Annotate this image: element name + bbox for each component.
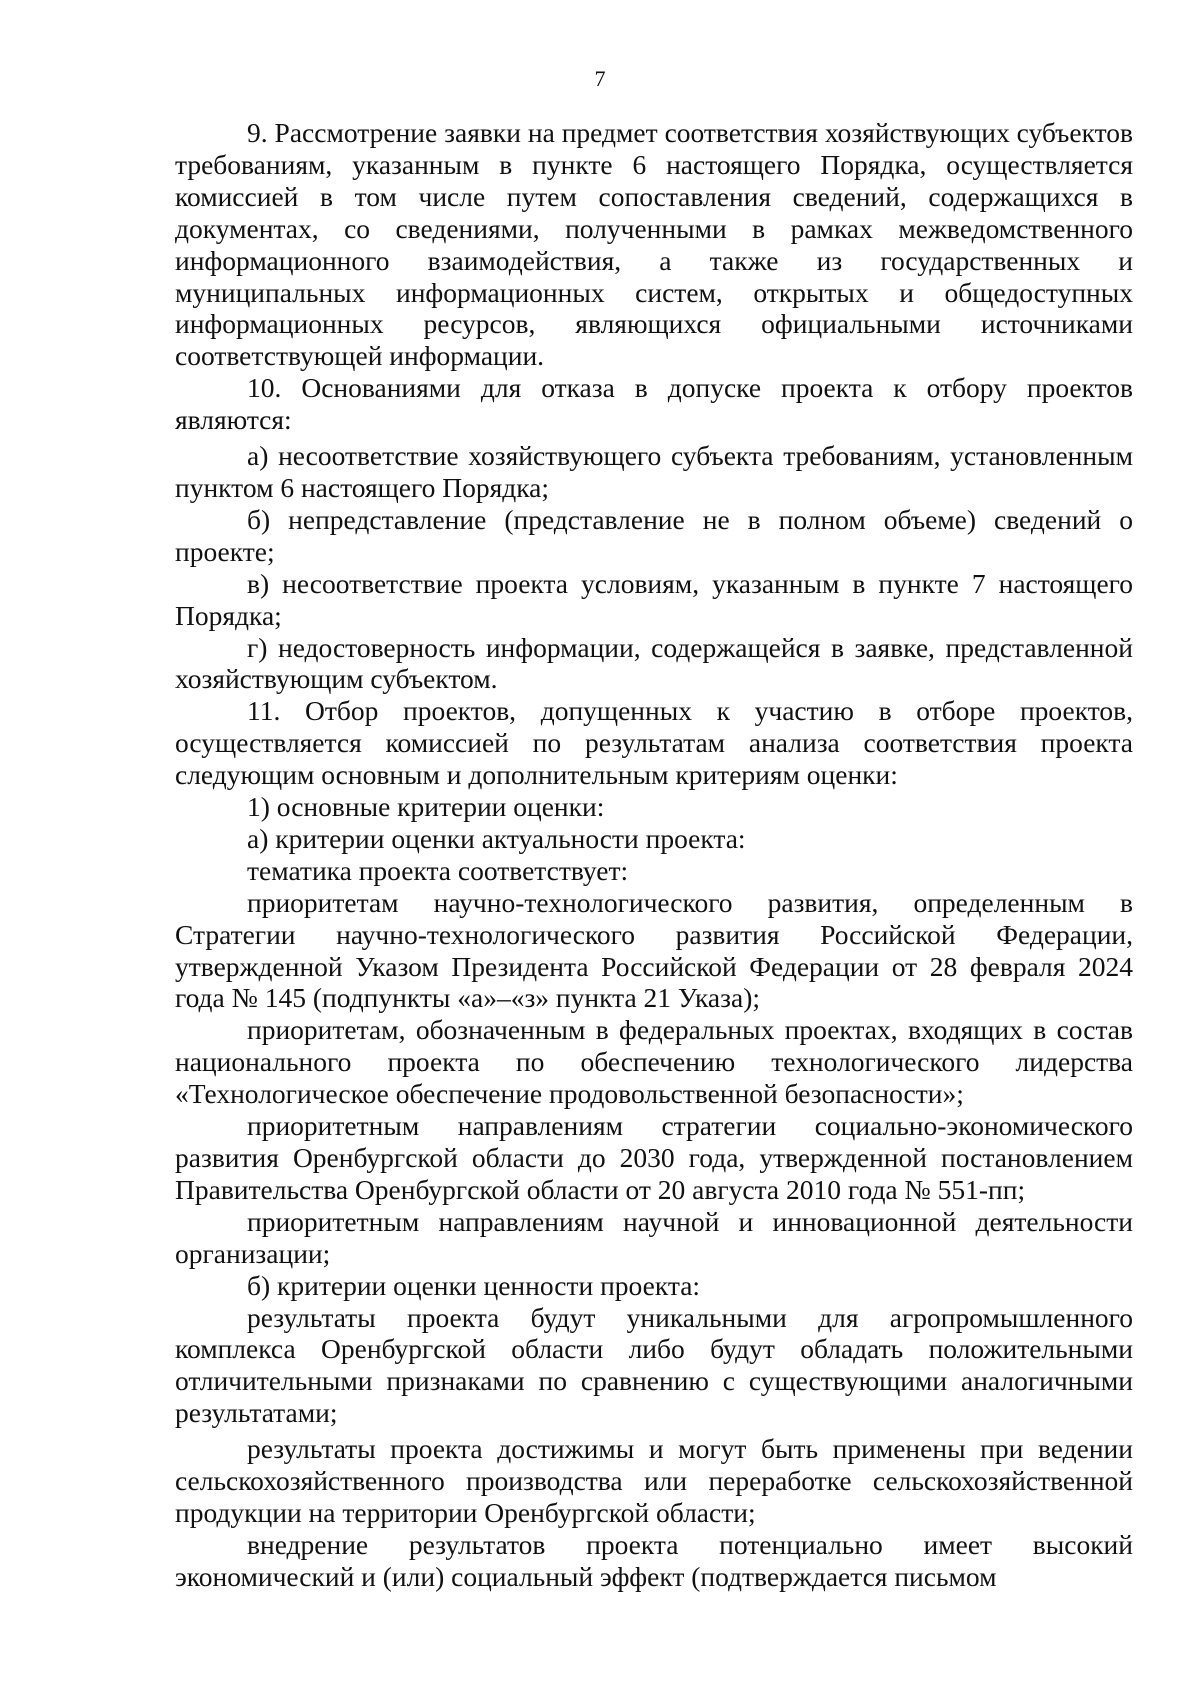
paragraph-item-9: 9. Рассмотрение заявки на предмет соответствия хозяйствующих субъектов требованиям, указанным в пункте 6 настоящего Порядка, осуществляется комиссией в том числе путем сопоставления сведений, содержащихся в документах, со сведениями, полученными в рамках межведомственного информационного взаимодействия, а также из государственных и муниципальных информационных систем, открытых и общедоступных информационных ресурсов, являющихся официальными источниками соответствующей информации.: [175, 117, 1133, 372]
page-number: 7: [594, 66, 606, 91]
paragraph-subitem-g: г) недостоверность информации, содержащейся в заявке, представленной хозяйствующим субъектом.: [175, 631, 1133, 695]
paragraph-priority-strategy: приоритетам научно-технологического развития, определенным в Стратегии научно-технологического развития Российской Федерации, утвержденной Указом Президента Российской Федерации от 28 февраля 2024 года № 145 (подпункты «а»–«з» пункта 21 Указа);: [175, 886, 1133, 1014]
paragraph-relevance-criteria: а) критерии оценки актуальности проекта:: [247, 822, 746, 854]
paragraph-value-criteria: б) критерии оценки ценности проекта:: [247, 1269, 701, 1301]
paragraph-topic-intro: тематика проекта соответствует:: [247, 854, 629, 886]
paragraph-value-effect: внедрение результатов проекта потенциально имеет высокий экономический и (или) социальный эффект (подтверждается письмом: [175, 1528, 1133, 1592]
paragraph-value-unique: результаты проекта будут уникальными для агропромышленного комплекса Оренбургской области либо будут обладать положительными отличительными признаками по сравнению с существующими аналогичными результатами;: [175, 1301, 1133, 1429]
paragraph-priority-regional: приоритетным направлениям стратегии социально-экономического развития Оренбургской области до 2030 года, утвержденной постановлением Правительства Оренбургской области от 20 августа 2010 года № 551-пп;: [175, 1110, 1133, 1205]
document-body: [175, 117, 1133, 1593]
paragraph-priority-federal: приоритетам, обозначенным в федеральных проектах, входящих в состав национального проекта по обеспечению технологического лидерства «Технологическое обеспечение продовольственной безопасности»;: [175, 1014, 1133, 1110]
paragraph-subitem-a: а) несоответствие хозяйствующего субъекта требованиям, установленным пунктом 6 настоящего Порядка;: [175, 440, 1133, 503]
paragraph-priority-research: приоритетным направлениям научной и инновационной деятельности организации;: [175, 1205, 1133, 1269]
paragraph-value-achievable: результаты проекта достижимы и могут быть применены при ведении сельскохозяйственного производства или переработке сельскохозяйственной продукции на территории Оренбургской области;: [175, 1433, 1133, 1528]
paragraph-item-10: 10. Основаниями для отказа в допуске проекта к отбору проектов являются:: [175, 372, 1133, 436]
paragraph-subitem-v: в) несоответствие проекта условиям, указанным в пункте 7 настоящего Порядка;: [175, 567, 1133, 631]
paragraph-main-criteria: 1) основные критерии оценки:: [247, 791, 605, 823]
paragraph-item-11: 11. Отбор проектов, допущенных к участию в отборе проектов, осуществляется комиссией по результатам анализа соответствия проекта следующим основным и дополнительным критериям оценки:: [175, 695, 1133, 791]
paragraph-subitem-b: б) непредставление (представление не в полном объеме) сведений о проекте;: [175, 503, 1133, 567]
